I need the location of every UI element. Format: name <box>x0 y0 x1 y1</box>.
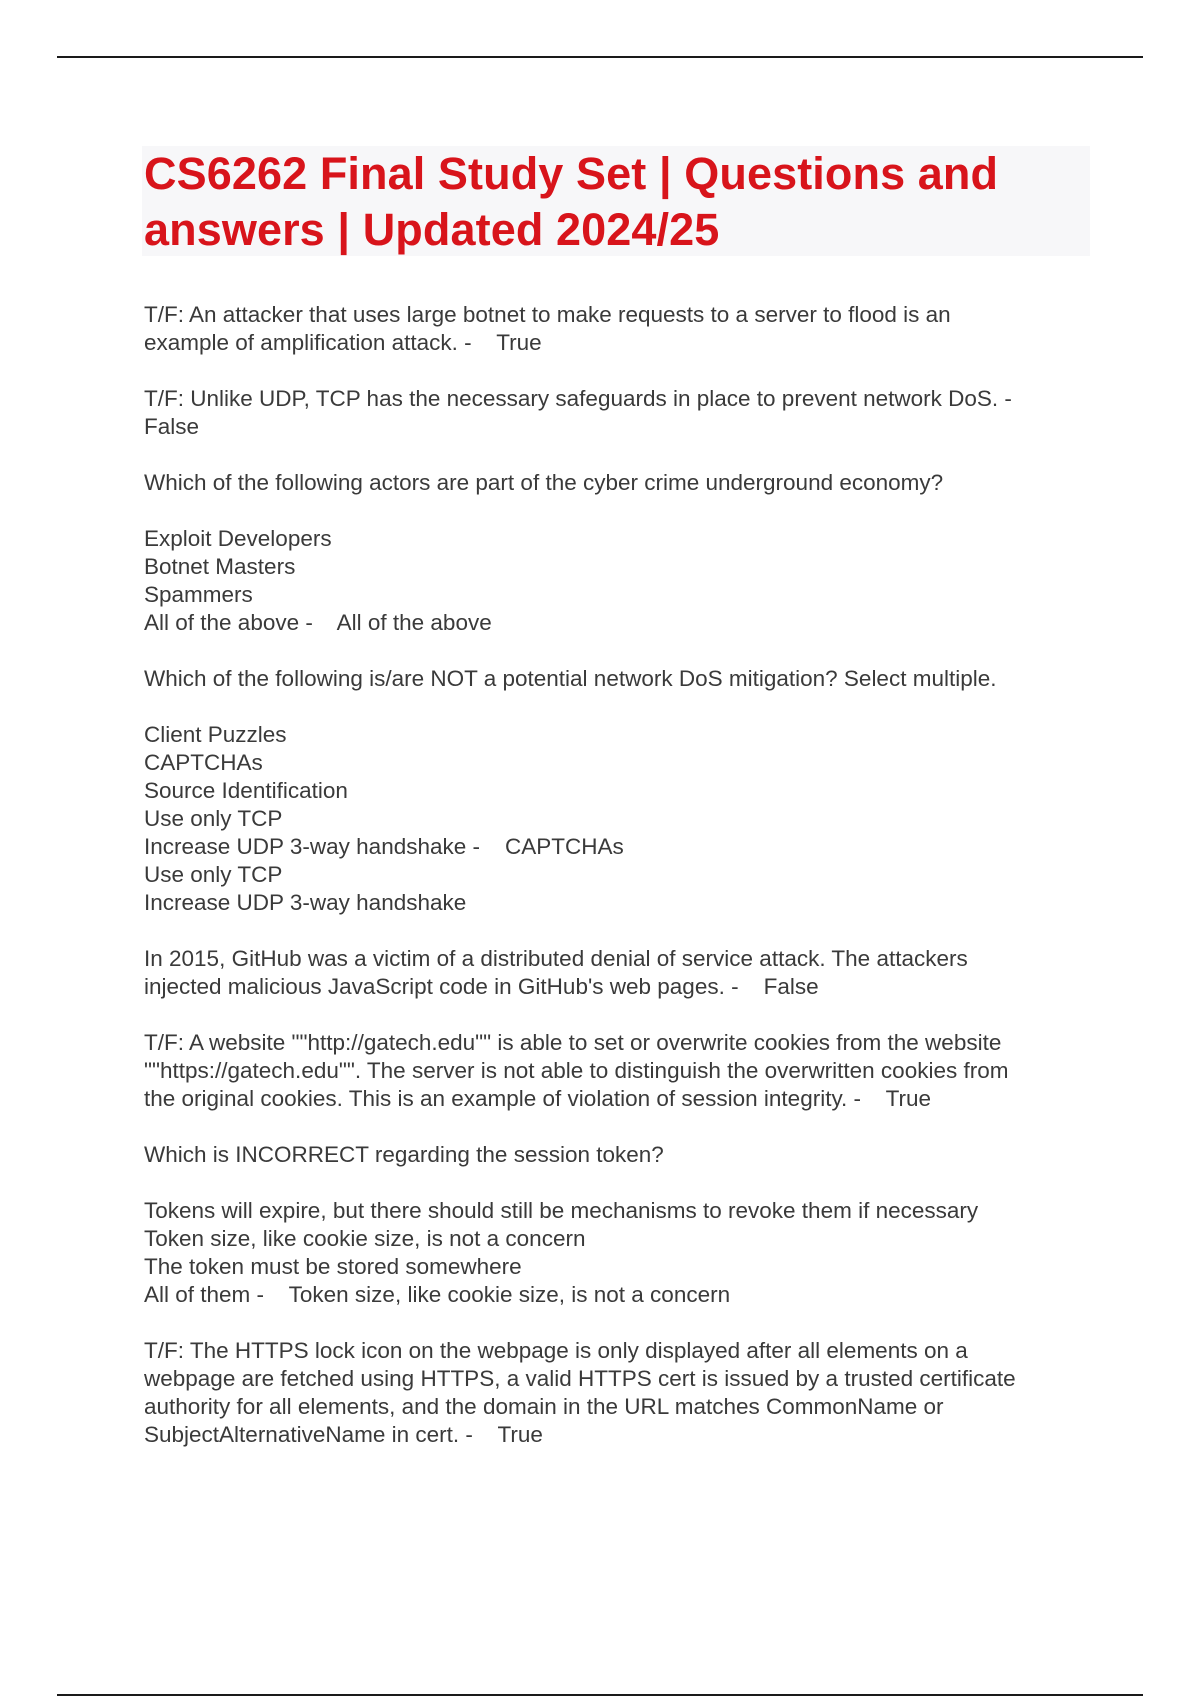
text-line: authority for all elements, and the domain in the URL matches CommonName or <box>144 1394 944 1419</box>
text-line: T/F: A website ""http://gatech.edu"" is able to set or overwrite cookies from the website <box>144 1030 1002 1055</box>
document-title <box>144 146 1090 258</box>
title-line: answers | Updated 2024/25 <box>144 204 720 255</box>
qa-block <box>144 1029 1090 1113</box>
qa-block <box>144 1197 1090 1309</box>
title-line: CS6262 Final Study Set | Questions and <box>144 148 999 199</box>
qa-block <box>144 301 1090 357</box>
text-line: example of amplification attack. - True <box>144 330 542 355</box>
title-band <box>142 146 1090 256</box>
text-line: False <box>144 414 200 439</box>
text-line: Spammers <box>144 582 253 607</box>
page-top-rule <box>57 56 1143 58</box>
qa-block <box>144 665 1090 693</box>
text-line: All of the above - All of the above <box>144 610 492 635</box>
text-line: webpage are fetched using HTTPS, a valid HTTPS cert is issued by a trusted certificate <box>144 1366 1016 1391</box>
text-line: Use only TCP <box>144 862 283 887</box>
text-line: T/F: Unlike UDP, TCP has the necessary safeguards in place to prevent network DoS. - <box>144 386 1012 411</box>
text-line: Exploit Developers <box>144 526 332 551</box>
text-line: Which of the following actors are part of the cyber crime underground economy? <box>144 470 944 495</box>
text-line: the original cookies. This is an example of violation of session integrity. - True <box>144 1086 932 1111</box>
text-line: injected malicious JavaScript code in GitHub's web pages. - False <box>144 974 819 999</box>
text-line: SubjectAlternativeName in cert. - True <box>144 1422 543 1447</box>
text-line: Source Identification <box>144 778 348 803</box>
text-line: Tokens will expire, but there should still be mechanisms to revoke them if necessary <box>144 1198 979 1223</box>
qa-block <box>144 945 1090 1001</box>
qa-block <box>144 469 1090 497</box>
text-line: T/F: An attacker that uses large botnet to make requests to a server to flood is an <box>144 302 951 327</box>
text-line: Use only TCP <box>144 806 283 831</box>
text-line: Which is INCORRECT regarding the session token? <box>144 1142 664 1167</box>
text-line: Increase UDP 3-way handshake - CAPTCHAs <box>144 834 624 859</box>
qa-block <box>144 1141 1090 1169</box>
text-line: Token size, like cookie size, is not a concern <box>144 1226 586 1251</box>
qa-block <box>144 385 1090 441</box>
page-bottom-rule <box>57 1694 1143 1696</box>
text-line: All of them - Token size, like cookie size, is not a concern <box>144 1282 731 1307</box>
qa-block <box>144 1337 1090 1449</box>
text-line: ""https://gatech.edu"". The server is not able to distinguish the overwritten cookies from <box>144 1058 1009 1083</box>
qa-block <box>144 525 1090 637</box>
text-line: Botnet Masters <box>144 554 296 579</box>
question-answer-list <box>144 301 1090 1449</box>
text-line: CAPTCHAs <box>144 750 263 775</box>
text-line: Increase UDP 3-way handshake <box>144 890 467 915</box>
text-line: Which of the following is/are NOT a potential network DoS mitigation? Select multiple. <box>144 666 997 691</box>
text-line: The token must be stored somewhere <box>144 1254 522 1279</box>
text-line: T/F: The HTTPS lock icon on the webpage is only displayed after all elements on a <box>144 1338 968 1363</box>
text-line: In 2015, GitHub was a victim of a distributed denial of service attack. The attackers <box>144 946 968 971</box>
text-line: Client Puzzles <box>144 722 287 747</box>
document-body <box>144 146 1090 1477</box>
qa-block <box>144 721 1090 917</box>
